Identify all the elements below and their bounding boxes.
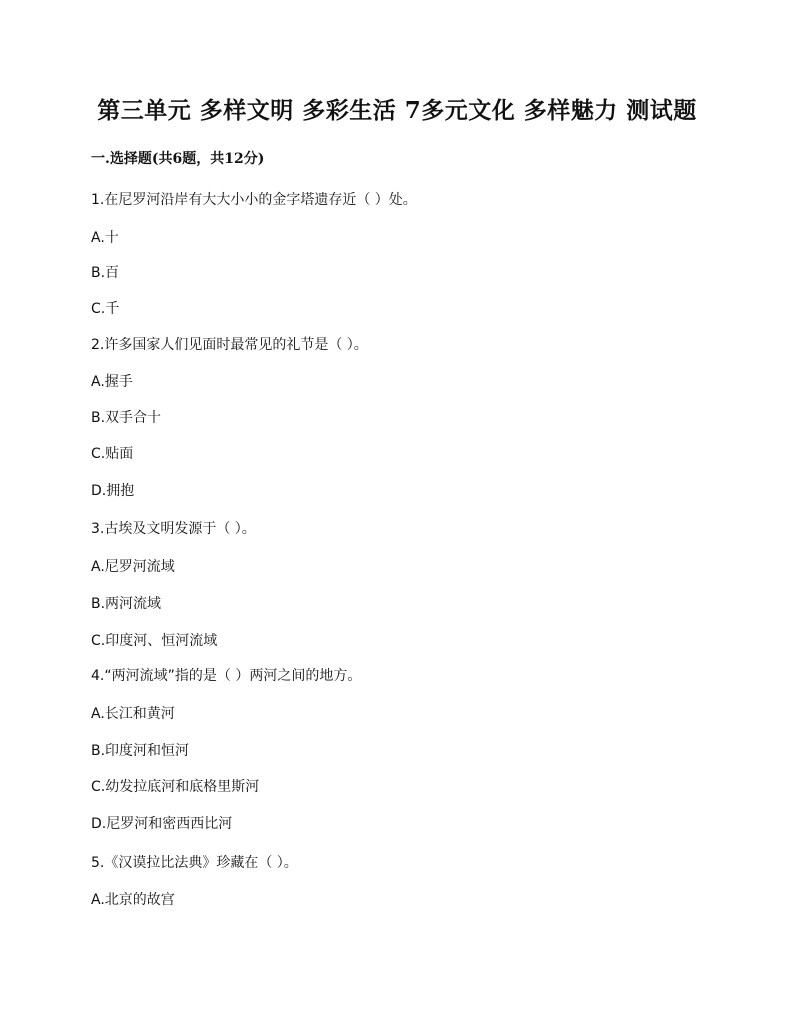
question-2-stem: 2.许多国家人们见面时最常见的礼节是（ ）。 xyxy=(91,337,368,353)
page-title: 第三单元 多样文明 多彩生活 7多元文化 多样魅力 测试题 xyxy=(97,97,697,124)
question-4-option-a: A.长江和黄河 xyxy=(91,706,175,722)
question-3-option-c: C.印度河、恒河流域 xyxy=(91,633,218,649)
question-5-option-a: A.北京的故宫 xyxy=(91,892,175,908)
section-heading: 一.选择题(共6题，共12分) xyxy=(91,151,265,167)
question-4-option-c: C.幼发拉底河和底格里斯河 xyxy=(91,779,260,795)
question-2-option-c: C.贴面 xyxy=(91,446,134,462)
question-4-stem: 4.“两河流域”指的是（ ）两河之间的地方。 xyxy=(91,668,362,684)
question-4-option-d: D.尼罗河和密西西比河 xyxy=(91,816,233,832)
question-2-option-d: D.拥抱 xyxy=(91,483,135,499)
question-3-stem: 3.古埃及文明发源于（ ）。 xyxy=(91,521,256,537)
question-2-option-b: B.双手合十 xyxy=(91,410,162,426)
question-2-option-a: A.握手 xyxy=(91,374,133,390)
question-1-option-a: A.十 xyxy=(91,230,119,246)
question-3-option-a: A.尼罗河流域 xyxy=(91,559,175,575)
question-1-option-b: B.百 xyxy=(91,265,120,281)
question-4-option-b: B.印度河和恒河 xyxy=(91,743,190,759)
question-3-option-b: B.两河流域 xyxy=(91,596,162,612)
question-1-stem: 1.在尼罗河沿岸有大大小小的金字塔遗存近（ ）处。 xyxy=(91,192,417,208)
question-1-option-c: C.千 xyxy=(91,301,120,317)
question-5-stem: 5.《汉谟拉比法典》珍藏在（ ）。 xyxy=(91,855,298,871)
